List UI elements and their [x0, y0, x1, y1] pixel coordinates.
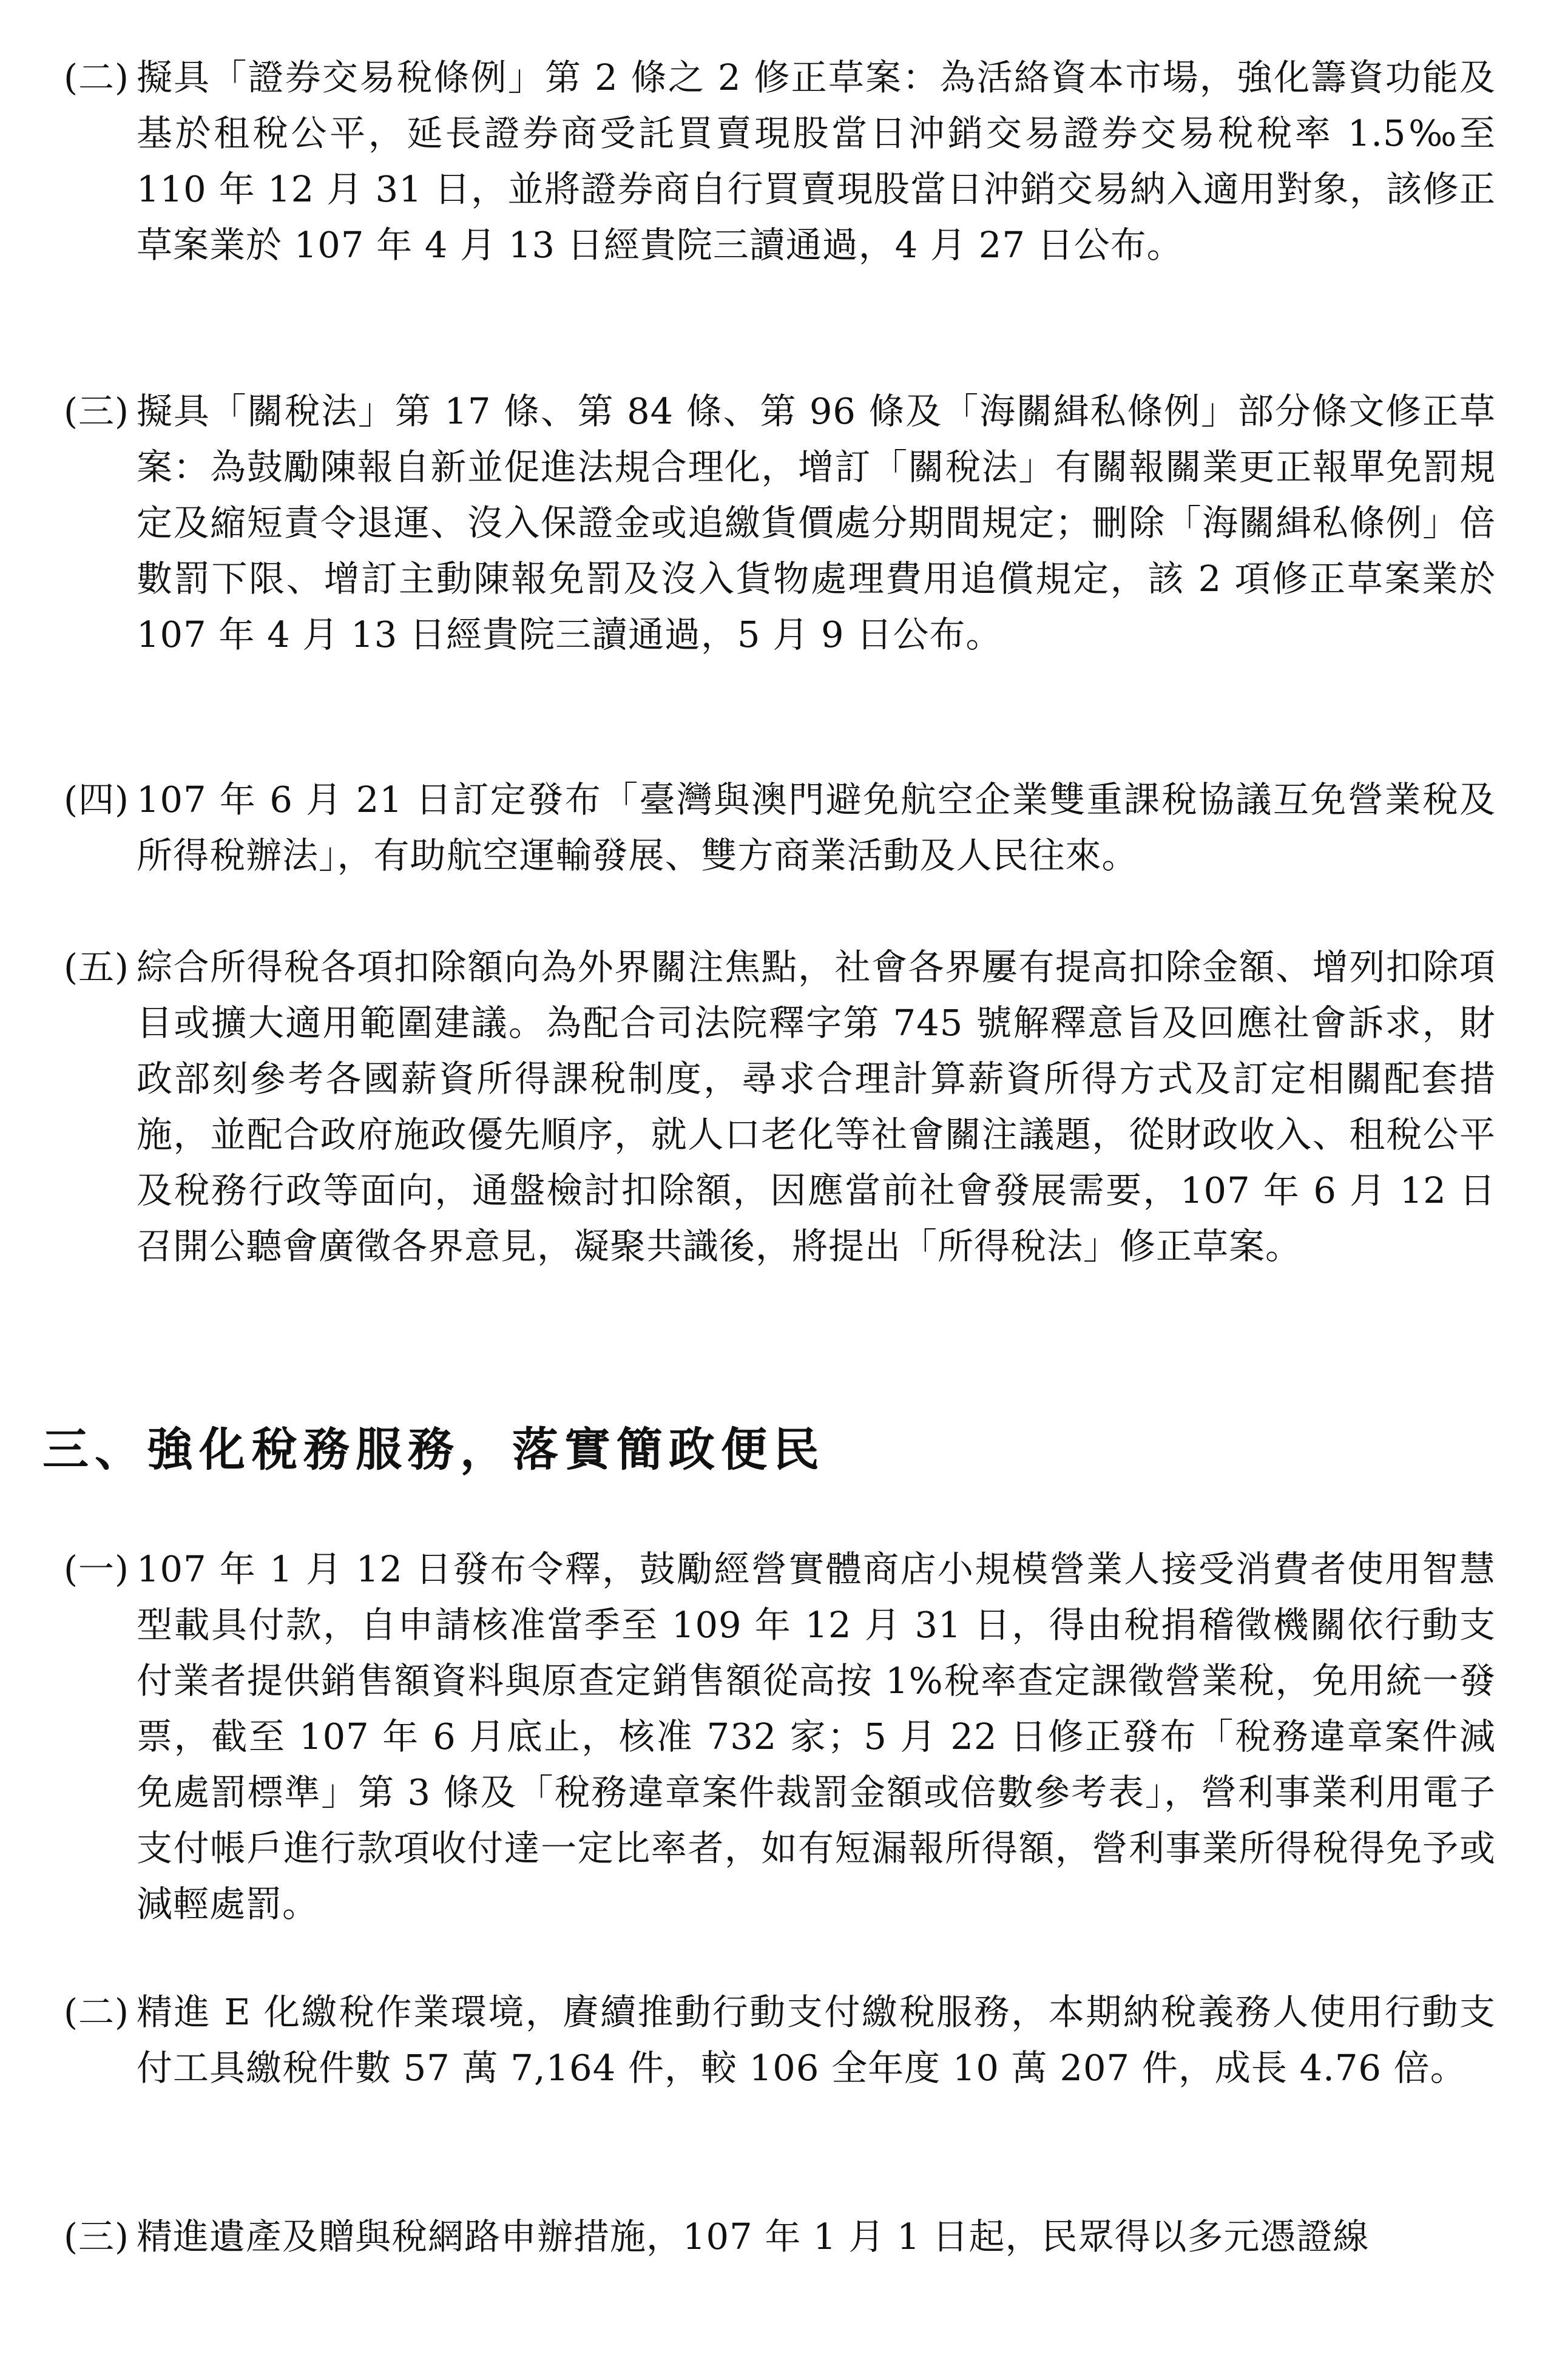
item-text: 107 年 6 月 21 日訂定發布「臺灣與澳門避免航空企業雙重課稅協議互免營業稅及所得稅辦法」，有助航空運輸發展、雙方商業活動及人民往來。: [137, 779, 1496, 876]
list-item: [64, 1541, 1496, 1932]
item-marker: (三): [64, 390, 130, 432]
item-marker: (三): [64, 2216, 130, 2257]
item-text: 擬具「證券交易稅條例」第 2 條之 2 修正草案：為活絡資本市場，強化籌資功能及基於租稅公平，延長證券商受託買賣現股當日沖銷交易證券交易稅稅率 1.5‰至 110 年 12 月 31 日，並將證券商自行買賣現股當日沖銷交易納入適用對象，該修正草案業於 107 年 4 月 13 日經貴院三讀通過，4 月 27 日公布。: [137, 56, 1496, 266]
item-marker: (二): [64, 1991, 130, 2033]
item-marker: (五): [64, 946, 130, 988]
item-marker: (四): [64, 779, 130, 820]
item-text: 107 年 1 月 12 日發布令釋，鼓勵經營實體商店小規模營業人接受消費者使用智慧型載具付款，自申請核准當季至 109 年 12 月 31 日，得由稅捐稽徵機關依行動支付業者提供銷售額資料與原查定銷售額從高按 1%稅率查定課徵營業稅，免用統一發票，截至 107 年 6 月底止，核准 732 家；5 月 22 日修正發布「稅務違章案件減免處罰標準」第 3 條及「稅務違章案件裁罰金額或倍數參考表」，營利事業利用電子支付帳戶進行款項收付達一定比率者，如有短漏報所得額，營利事業所得稅得免予或減輕處罰。: [137, 1548, 1496, 1925]
item-text: 精進遺產及贈與稅網路申辦措施，107 年 1 月 1 日起，民眾得以多元憑證線: [137, 2216, 1370, 2257]
item-marker: (一): [64, 1548, 130, 1590]
item-text: 綜合所得稅各項扣除額向為外界關注焦點，社會各界屢有提高扣除金額、增列扣除項目或擴大適用範圍建議。為配合司法院釋字第 745 號解釋意旨及回應社會訴求，財政部刻參考各國薪資所得課稅制度，尋求合理計算薪資所得方式及訂定相關配套措施，並配合政府施政優先順序，就人口老化等社會關注議題，從財政收入、租稅公平及稅務行政等面向，通盤檢討扣除額，因應當前社會發展需要，107 年 6 月 12 日召開公聽會廣徵各界意見，凝聚共識後，將提出「所得稅法」修正草案。: [137, 946, 1496, 1267]
item-text: 精進 E 化繳稅作業環境，賡續推動行動支付繳稅服務，本期納稅義務人使用行動支付工具繳稅件數 57 萬 7,164 件，較 106 全年度 10 萬 207 件，成長 4.76 倍。: [137, 1991, 1496, 2089]
list-item: [64, 2209, 1496, 2265]
item-text: 擬具「關稅法」第 17 條、第 84 條、第 96 條及「海關緝私條例」部分條文修正草案：為鼓勵陳報自新並促進法規合理化，增訂「關稅法」有關報關業更正報單免罰規定及縮短責令退運、沒入保證金或追繳貨價處分期間規定；刪除「海關緝私條例」倍數罰下限、增訂主動陳報免罰及沒入貨物處理費用追償規定，該 2 項修正草案業於 107 年 4 月 13 日經貴院三讀通過，5 月 9 日公布。: [137, 390, 1496, 655]
list-item: [64, 1984, 1496, 2096]
section-heading: 三、強化稅務服務，落實簡政便民: [42, 1422, 825, 1476]
list-item: [64, 384, 1496, 663]
list-item: [64, 50, 1496, 273]
list-item: [64, 772, 1496, 884]
item-marker: (二): [64, 56, 130, 98]
list-item: [64, 939, 1496, 1274]
